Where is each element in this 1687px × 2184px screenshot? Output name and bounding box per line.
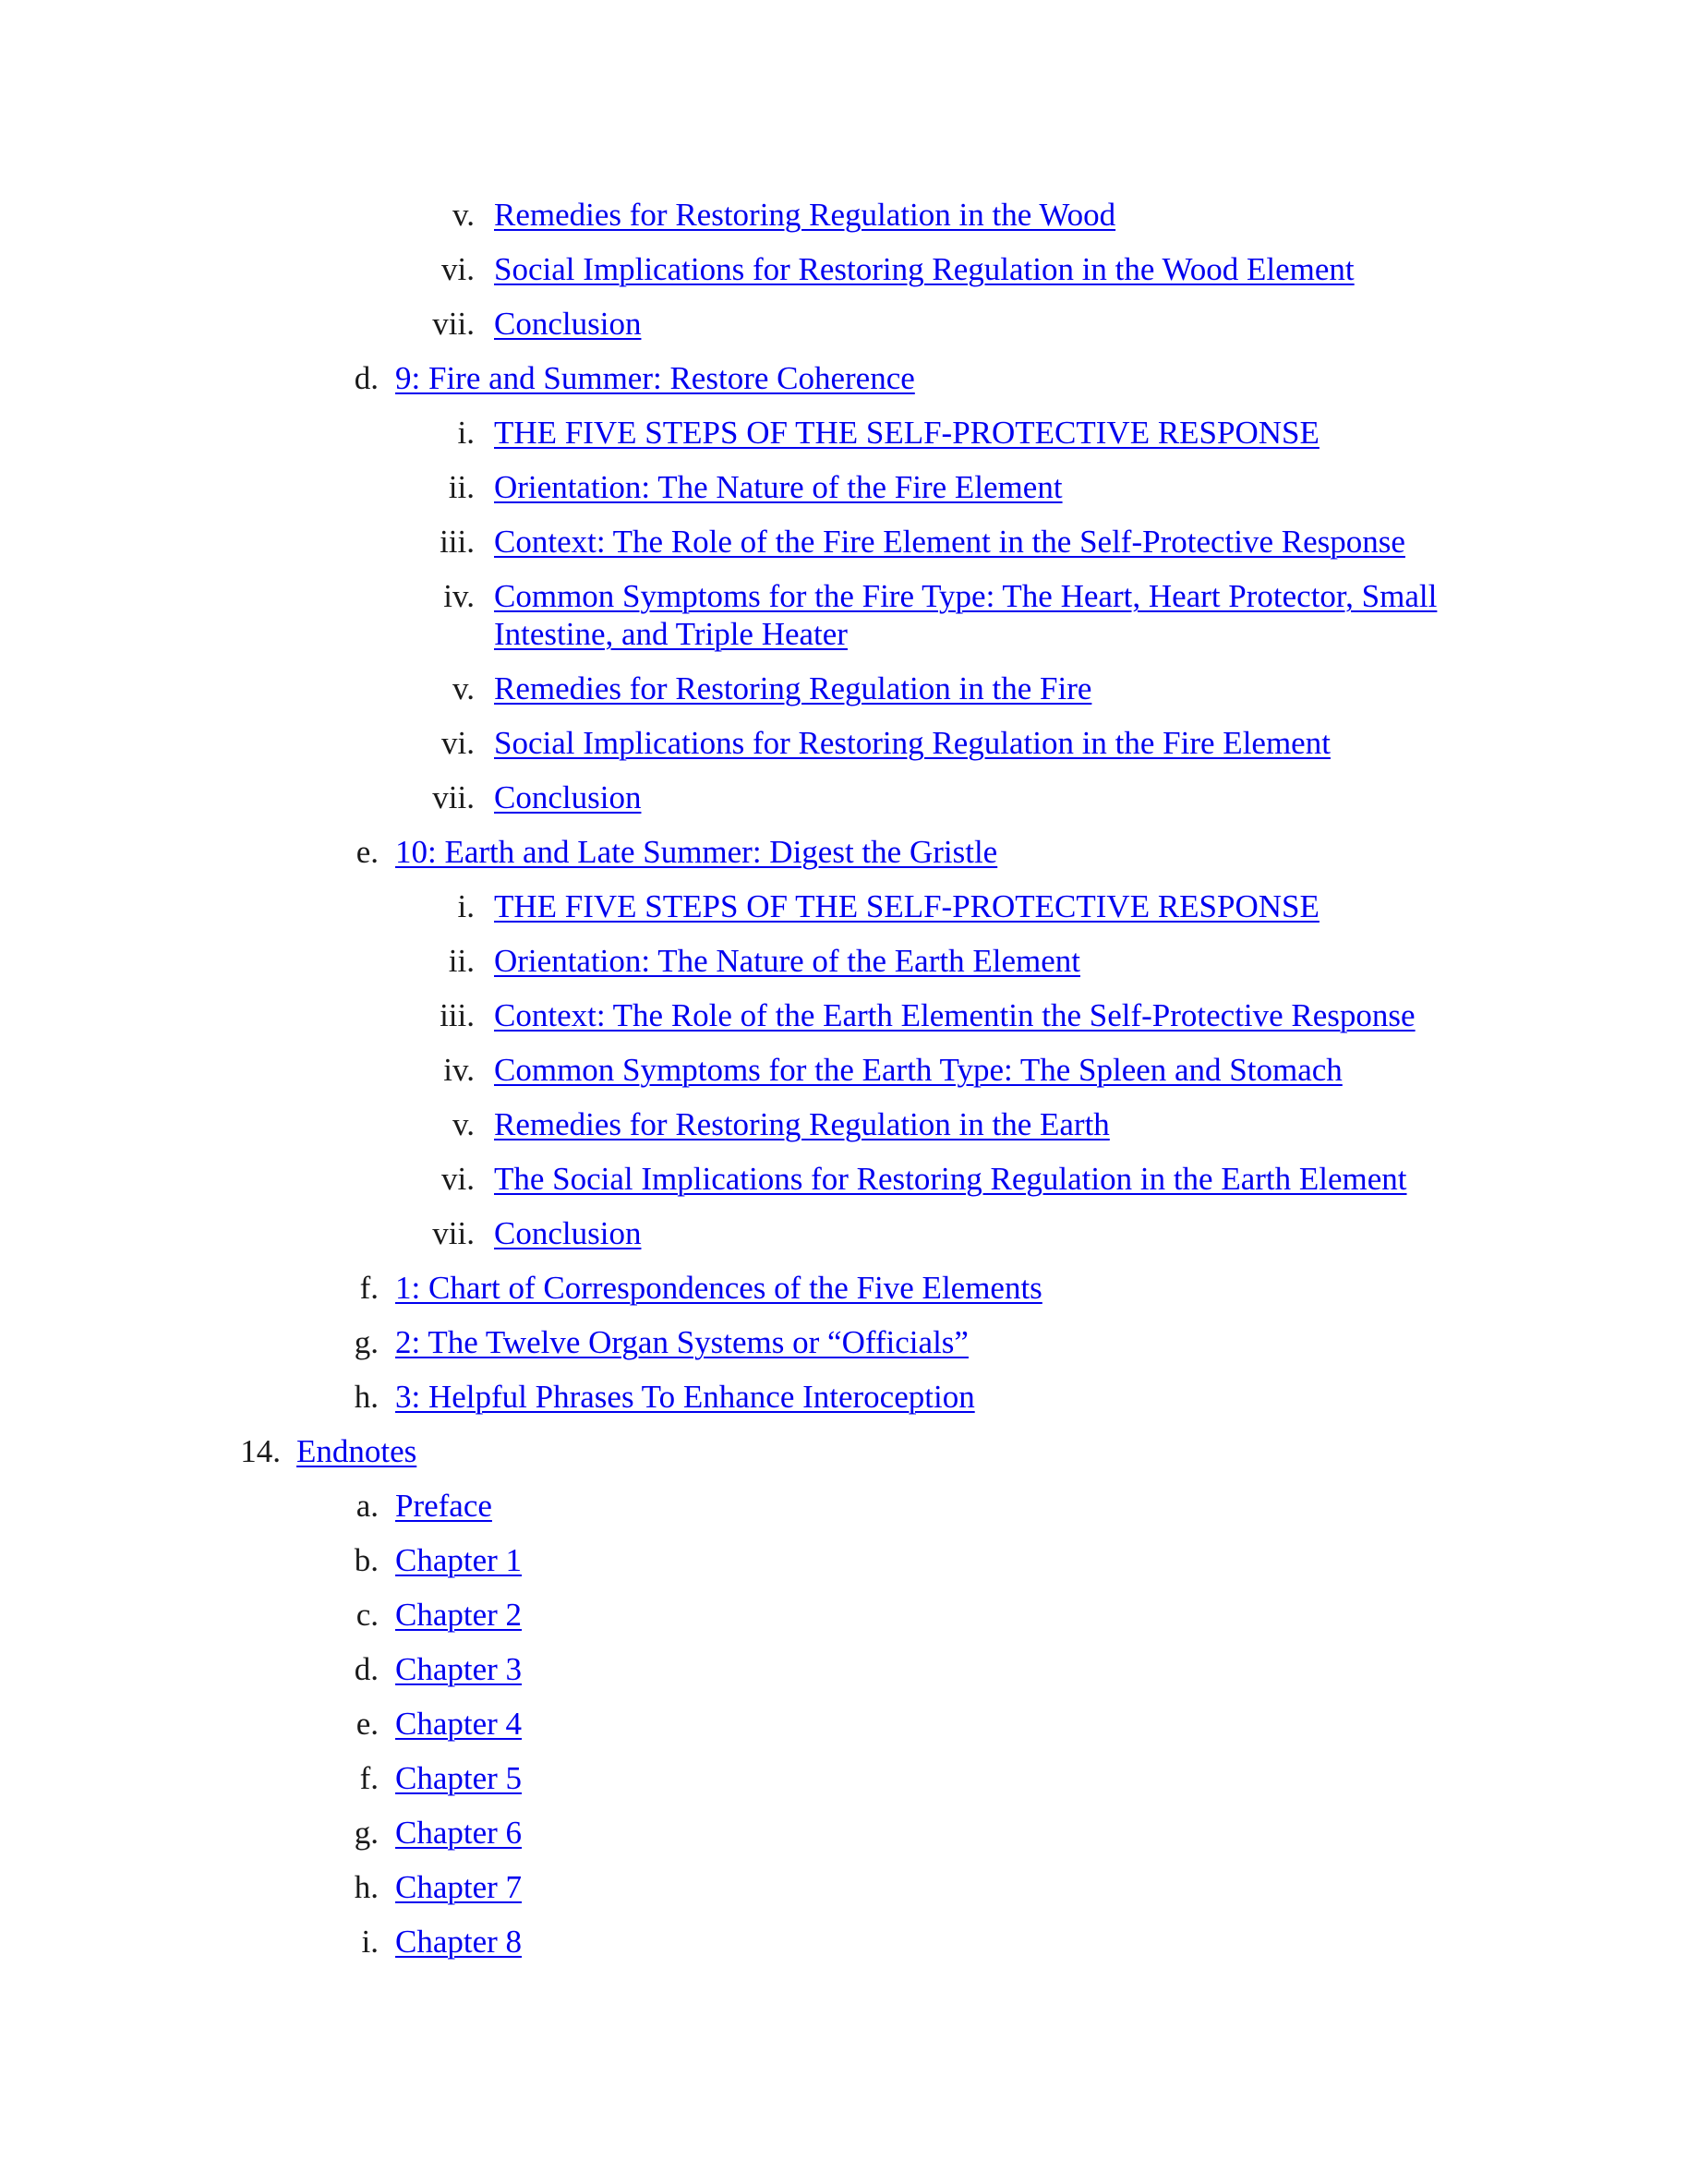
toc-entry-marker: d. (354, 1651, 379, 1687)
toc-entry-marker: i. (457, 415, 475, 451)
toc-entry-level-3 (0, 414, 1687, 452)
toc-entry-marker: ii. (448, 469, 475, 505)
toc-entry-link[interactable]: Common Symptoms for the Fire Type: The Heart, Heart Protector, Small Intestine, and Triple Heater (494, 578, 1438, 652)
toc-entry-link[interactable]: Orientation: The Nature of the Fire Element (494, 469, 1063, 505)
toc-entry-marker: vii. (432, 306, 475, 342)
toc-entry-marker: vi. (441, 251, 475, 287)
toc-entry-level-2 (0, 1650, 1687, 1688)
toc-entry-level-1 (0, 1432, 1687, 1470)
toc-entry-marker: vi. (441, 725, 475, 761)
toc-entry-text (494, 778, 1464, 816)
toc-entry-text (494, 250, 1464, 288)
toc-entry-level-2 (0, 1541, 1687, 1579)
toc-entry-marker: a. (355, 1488, 379, 1524)
toc-entry-level-3 (0, 996, 1687, 1034)
toc-entry-link[interactable]: Remedies for Restoring Regulation in the Wood (494, 197, 1116, 233)
toc-entry-text (494, 523, 1464, 561)
toc-entry-level-2 (0, 1814, 1687, 1852)
toc-entry-link[interactable]: Remedies for Restoring Regulation in the Fire (494, 670, 1092, 706)
toc-entry-marker: vi. (441, 1161, 475, 1197)
toc-entry-link[interactable]: Chapter 4 (395, 1706, 523, 1742)
toc-entry-link[interactable]: Context: The Role of the Earth Elementin the Self-Protective Response (494, 997, 1416, 1033)
toc-entry-marker: 14. (240, 1433, 281, 1469)
toc-entry-marker: v. (452, 197, 475, 233)
toc-entry-link[interactable]: Orientation: The Nature of the Earth Element (494, 943, 1080, 979)
toc-entry-text (494, 1160, 1464, 1198)
toc-entry-level-2 (0, 1759, 1687, 1797)
toc-entry-text (494, 996, 1464, 1034)
toc-entry-link[interactable]: Endnotes (296, 1433, 417, 1469)
toc-entry-level-3 (0, 1160, 1687, 1198)
toc-entry-marker: d. (354, 360, 379, 396)
toc-entry-text (494, 1051, 1464, 1089)
toc-entry-marker: h. (354, 1379, 379, 1415)
toc-entry-link[interactable]: Chapter 1 (395, 1542, 523, 1578)
toc-entry-text (395, 1541, 1485, 1579)
toc-entry-level-3 (0, 724, 1687, 762)
toc-entry-marker: vii. (432, 779, 475, 815)
toc-entry-marker: v. (452, 1106, 475, 1142)
toc-entry-level-3 (0, 468, 1687, 506)
toc-entry-text (494, 577, 1464, 653)
toc-entry-text (395, 833, 1485, 871)
toc-entry-level-2 (0, 833, 1687, 871)
toc-entry-text (395, 1759, 1485, 1797)
toc-entry-level-2 (0, 1487, 1687, 1525)
toc-entry-marker: iii. (440, 524, 475, 560)
toc-entry-link[interactable]: Conclusion (494, 1215, 642, 1251)
toc-entry-marker: ii. (448, 943, 475, 979)
toc-entry-level-3 (0, 1105, 1687, 1143)
toc-entry-text (494, 1105, 1464, 1143)
toc-entry-level-2 (0, 1323, 1687, 1361)
toc-entry-link[interactable]: Chapter 6 (395, 1815, 523, 1851)
toc-entry-level-2 (0, 1868, 1687, 1906)
toc-entry-link[interactable]: 9: Fire and Summer: Restore Coherence (395, 360, 915, 396)
toc-entry-level-2 (0, 1705, 1687, 1743)
toc-entry-marker: iii. (440, 997, 475, 1033)
toc-entry-link[interactable]: Context: The Role of the Fire Element in the Self-Protective Response (494, 524, 1405, 560)
toc-entry-level-2 (0, 1269, 1687, 1307)
toc-entry-link[interactable]: Social Implications for Restoring Regulation in the Fire Element (494, 725, 1331, 761)
toc-entry-level-3 (0, 250, 1687, 288)
toc-entry-text (395, 359, 1485, 397)
toc-entry-level-3 (0, 196, 1687, 234)
toc-entry-text (395, 1814, 1485, 1852)
toc-entry-link[interactable]: Conclusion (494, 306, 642, 342)
toc-entry-marker: f. (359, 1270, 379, 1306)
toc-entry-text (395, 1323, 1485, 1361)
toc-entry-level-3 (0, 523, 1687, 561)
toc-entry-link[interactable]: 2: The Twelve Organ Systems or “Officials” (395, 1324, 969, 1360)
table-of-contents (0, 196, 1687, 1977)
toc-entry-marker: b. (354, 1542, 379, 1578)
toc-entry-text (494, 468, 1464, 506)
toc-entry-level-2 (0, 359, 1687, 397)
toc-entry-text (395, 1269, 1485, 1307)
toc-entry-level-3 (0, 887, 1687, 925)
toc-entry-link[interactable]: 3: Helpful Phrases To Enhance Interoception (395, 1379, 975, 1415)
toc-entry-level-3 (0, 305, 1687, 343)
toc-entry-link[interactable]: 10: Earth and Late Summer: Digest the Gristle (395, 834, 998, 870)
toc-entry-marker: e. (355, 1706, 379, 1742)
toc-entry-link[interactable]: Chapter 2 (395, 1597, 523, 1633)
toc-entry-link[interactable]: Chapter 7 (395, 1869, 523, 1905)
toc-entry-marker: i. (457, 888, 475, 924)
toc-entry-level-3 (0, 577, 1687, 653)
toc-entry-text (494, 887, 1464, 925)
toc-entry-level-3 (0, 670, 1687, 707)
toc-entry-level-3 (0, 942, 1687, 980)
toc-entry-level-3 (0, 1214, 1687, 1252)
toc-entry-level-3 (0, 778, 1687, 816)
toc-entry-text (494, 1214, 1464, 1252)
toc-entry-level-2 (0, 1378, 1687, 1416)
toc-entry-text (395, 1378, 1485, 1416)
toc-entry-marker: f. (359, 1760, 379, 1796)
toc-entry-text (494, 305, 1464, 343)
toc-entry-text (494, 724, 1464, 762)
toc-entry-text (395, 1923, 1485, 1961)
toc-entry-text (494, 942, 1464, 980)
toc-entry-link[interactable]: The Social Implications for Restoring Regulation in the Earth Element (494, 1161, 1407, 1197)
toc-entry-text (395, 1868, 1485, 1906)
toc-entry-marker: i. (361, 1924, 379, 1960)
toc-entry-text (395, 1650, 1485, 1688)
toc-entry-link[interactable]: THE FIVE STEPS OF THE SELF-PROTECTIVE RESPONSE (494, 888, 1319, 924)
toc-entry-link[interactable]: Social Implications for Restoring Regulation in the Wood Element (494, 251, 1355, 287)
toc-entry-marker: iv. (443, 578, 475, 614)
toc-entry-marker: v. (452, 670, 475, 706)
toc-entry-link[interactable]: THE FIVE STEPS OF THE SELF-PROTECTIVE RESPONSE (494, 415, 1319, 451)
toc-entry-link[interactable]: Chapter 8 (395, 1924, 523, 1960)
toc-entry-marker: e. (355, 834, 379, 870)
toc-entry-link[interactable]: 1: Chart of Correspondences of the Five Elements (395, 1270, 1042, 1306)
toc-entry-level-2 (0, 1596, 1687, 1634)
toc-entry-marker: c. (355, 1597, 379, 1633)
toc-entry-link[interactable]: Chapter 5 (395, 1760, 523, 1796)
toc-entry-text (494, 414, 1464, 452)
toc-entry-level-2 (0, 1923, 1687, 1961)
toc-entry-level-3 (0, 1051, 1687, 1089)
toc-entry-text (494, 196, 1464, 234)
toc-entry-marker: iv. (443, 1052, 475, 1088)
toc-entry-link[interactable]: Chapter 3 (395, 1651, 523, 1687)
toc-entry-text (494, 670, 1464, 707)
toc-entry-text (395, 1705, 1485, 1743)
toc-entry-marker: g. (354, 1324, 379, 1360)
toc-entry-link[interactable]: Preface (395, 1488, 492, 1524)
toc-entry-marker: vii. (432, 1215, 475, 1251)
toc-entry-text (395, 1487, 1485, 1525)
toc-entry-link[interactable]: Common Symptoms for the Earth Type: The Spleen and Stomach (494, 1052, 1343, 1088)
toc-entry-text (296, 1432, 1451, 1470)
toc-entry-link[interactable]: Conclusion (494, 779, 642, 815)
toc-entry-text (395, 1596, 1485, 1634)
toc-entry-marker: h. (354, 1869, 379, 1905)
toc-entry-link[interactable]: Remedies for Restoring Regulation in the Earth (494, 1106, 1110, 1142)
toc-entry-marker: g. (354, 1815, 379, 1851)
